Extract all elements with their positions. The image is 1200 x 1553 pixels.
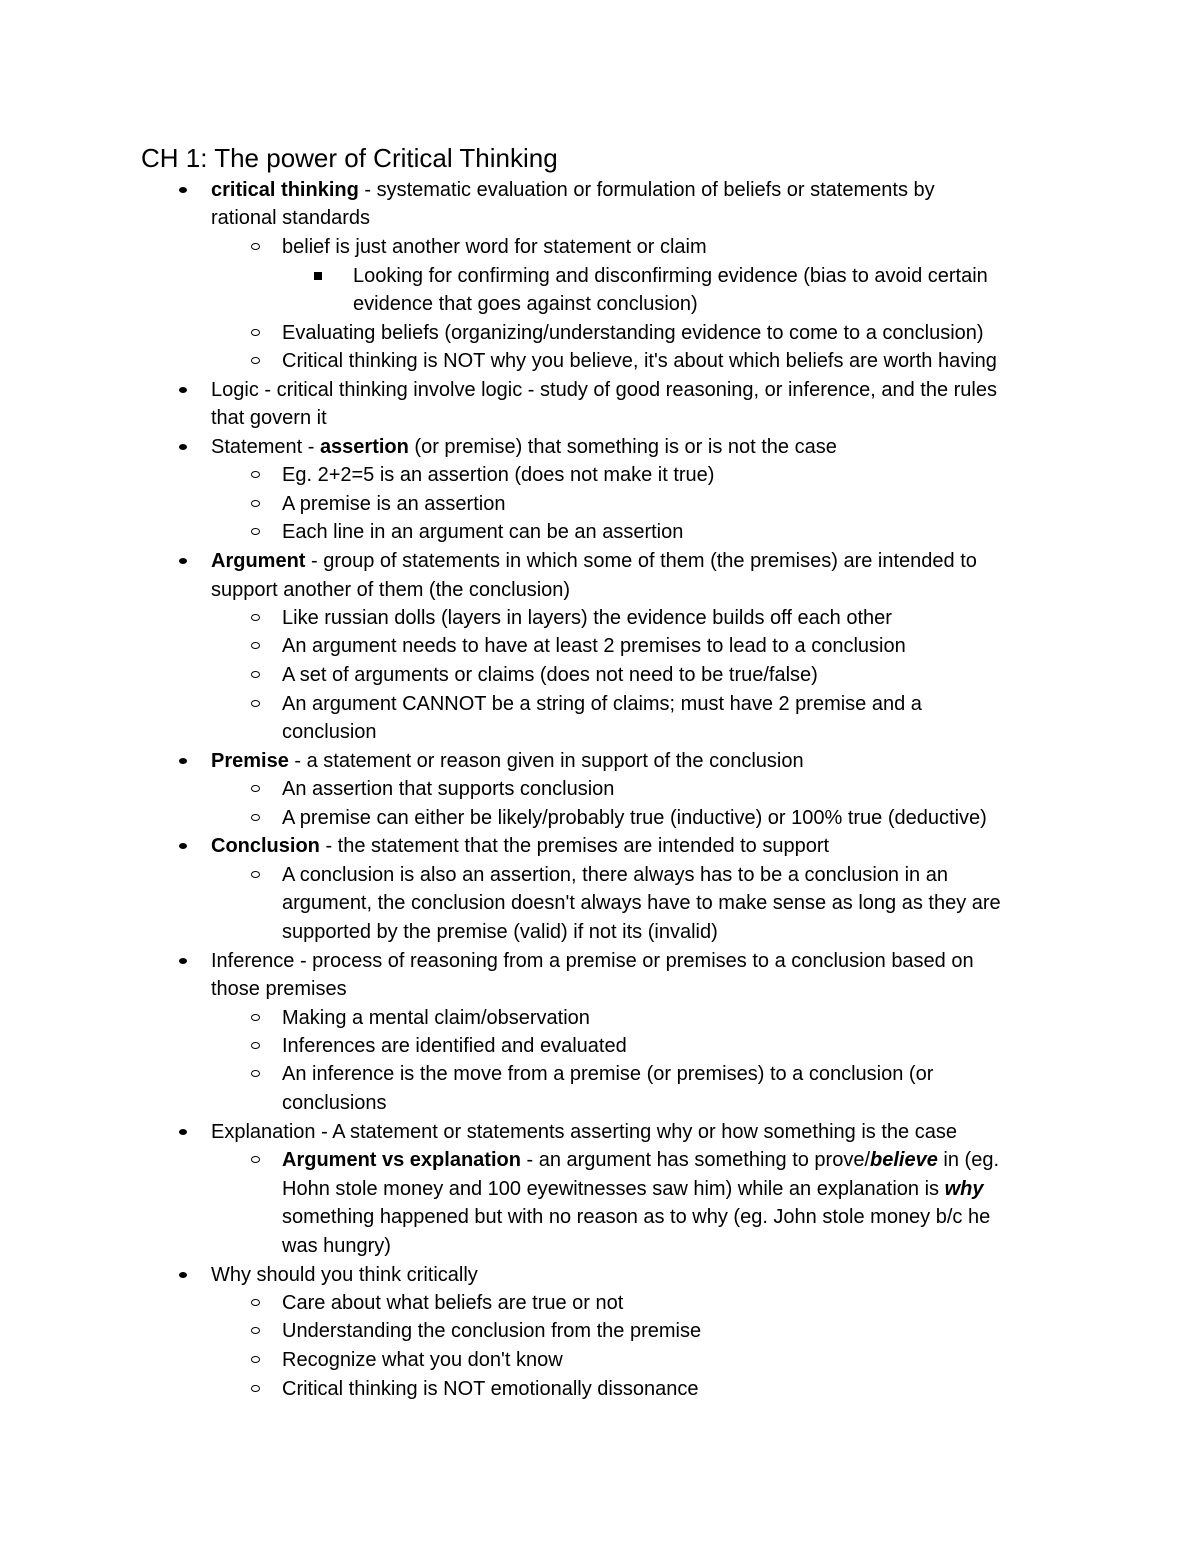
hollow-circle-bullet-icon [251,1327,260,1334]
hollow-circle-bullet-icon [251,642,260,649]
hollow-circle-bullet-icon [251,871,260,878]
term-label: assertion [319,436,409,458]
hollow-circle-bullet-icon [251,243,260,250]
term-label: Premise [211,750,289,772]
hollow-circle-bullet-icon [251,614,260,621]
filled-circle-bullet-icon [179,558,187,564]
hollow-circle-bullet-icon [251,785,260,792]
term-label: Argument [211,550,306,572]
hollow-circle-bullet-icon [251,1042,260,1049]
hollow-circle-bullet-icon [251,814,260,821]
hollow-circle-bullet-icon [251,1356,260,1363]
hollow-circle-bullet-icon [251,1299,260,1306]
hollow-circle-bullet-icon [251,528,260,535]
filled-circle-bullet-icon [179,444,187,450]
hollow-circle-bullet-icon [251,500,260,507]
hollow-circle-bullet-icon [251,700,260,707]
filled-circle-bullet-icon [179,758,187,764]
filled-circle-bullet-icon [179,1129,187,1135]
hollow-circle-bullet-icon [251,329,260,336]
term-label: critical thinking [211,179,359,201]
term-label: Conclusion [211,835,320,857]
filled-circle-bullet-icon [179,387,187,393]
filled-circle-bullet-icon [179,843,187,849]
term-label: Argument vs explanation [282,1149,521,1171]
square-bullet-icon [314,272,322,280]
hollow-circle-bullet-icon [251,1385,260,1392]
hollow-circle-bullet-icon [251,671,260,678]
hollow-circle-bullet-icon [251,1156,260,1163]
filled-circle-bullet-icon [179,1272,187,1278]
emphasis-text: why [944,1178,984,1200]
filled-circle-bullet-icon [179,958,187,964]
document-page: CH 1: The power of Critical Thinking critical thinking - systematic evaluation or formulation of beliefs or statements by rational standards belief is just another word for statement or claim Looking for confirming and disconfirming evidence (bias to avoid certain evidence that goes against conclusion) Evaluating beliefs (organizing/understanding evidence to come to a conclusion) Critical thinking is NOT why you believe, it's about which beliefs are worth having Logic - critical thinking involve logic - study of good reasoning, or inference, and the rules that govern it Statement - assertion (or premise) that something is or is not the case Eg. 2+2=5 is an assertion (does not make it true) A premise is an assertion Each line in an argument can be an assertion Argument - group of statements in which some of them (the premises) are intended to support another of them (the conclusion) Like russian dolls (layers in layers) the evidence builds off each other An argument needs to have at least 2 premises to lead to a conclusion A set of arguments or claims (does not need to be true/false) An argument CANNOT be a string of claims; must have 2 premise and a conclusion Premise - a statement or reason given in support of the conclusion An assertion that supports conclusion A premise can either be likely/probably true (inductive) or 100% true (deductive) Conclusion - the statement that the premises are intended to support A conclusion is also an assertion, there always has to be a conclusion in an argument, the conclusion doesn't always have to make sense as long as they are supported by the premise (valid) if not its (invalid) Inference - process of reasoning from a premise or premises to a conclusion based on those premises Making a mental claim/observation Inferences are identified and evaluated An inference is the move from a premise (or premises) to a conclusion (or conclusions Explanation - A statement or statements asserting why or how something is the case Argument vs explanation - an argument has something to prove/believe in (eg. Hohn stole money and 100 eyewitnesses saw him) while an explanation is why something happened but with no reason as to why (eg. John stole money b/c he was hungry) Why should you think critically Care about what beliefs are true or not Understanding the conclusion from the premise Recognize what you don't know Critical thinking is NOT emotionally dissonance [141,143,1001,1400]
hollow-circle-bullet-icon [251,471,260,478]
hollow-circle-bullet-icon [251,357,260,364]
page-title: CH 1: The power of Critical Thinking [141,143,558,173]
emphasis-text: believe [870,1149,938,1171]
filled-circle-bullet-icon [179,187,187,193]
hollow-circle-bullet-icon [251,1070,260,1077]
hollow-circle-bullet-icon [251,1014,260,1021]
